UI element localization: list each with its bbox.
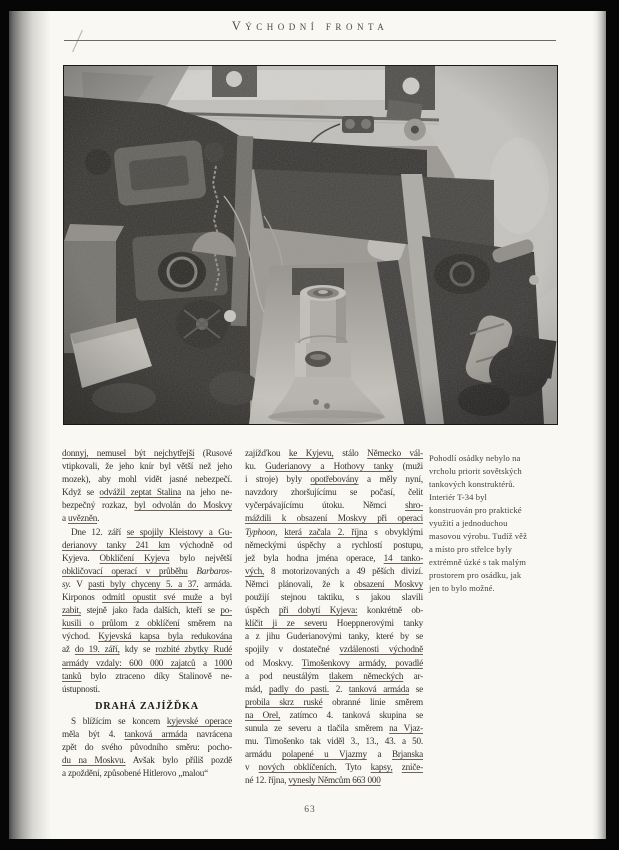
text-line: Pohodlí osádky nebylo na bbox=[429, 453, 521, 463]
text-line: klíčit ji ze severu Hoeppnerovými tanky bbox=[245, 618, 423, 629]
hand-underline: Obklíčení Kyjeva bbox=[99, 552, 170, 563]
italic-text: Barbaros- bbox=[196, 565, 232, 576]
hand-underline: donnyj, nemusel být nejchytřejší bbox=[62, 448, 195, 458]
text-line: úspěch při dobytí Kyjeva: konkrétně ob- bbox=[245, 605, 423, 616]
text-line: mu. Timošenko tak viděl 3., 13., 43. a 50. bbox=[245, 736, 423, 747]
text-line: armády vzdaly: 600 000 zajatců a 1000 bbox=[62, 657, 232, 668]
text-line: a pod neustálým tlakem německých ar- bbox=[245, 670, 423, 681]
hand-underline: odvážil zeptat Stalina bbox=[99, 487, 181, 498]
hand-underline: rozbité zbytky Rudé bbox=[155, 644, 232, 655]
text-line: Interiér T-34 byl bbox=[429, 492, 488, 502]
text-line: probila skrz ruské obranné linie směrem bbox=[245, 696, 423, 707]
page-edge-highlight bbox=[592, 11, 606, 839]
text-line: Dne 12. září se spojily Kleistovy a Gu- bbox=[71, 526, 232, 537]
hand-underline: armády vzdaly: 600 000 zajatců bbox=[62, 657, 196, 668]
section-heading: DRAHÁ ZAJÍŽĎKA bbox=[95, 700, 199, 712]
hand-underline: Timošenkovy armády, povadlé bbox=[301, 657, 423, 668]
hand-underline: opotřebovány bbox=[310, 474, 359, 485]
hand-underline: kapsy, bbox=[370, 762, 393, 773]
vignette bbox=[64, 66, 557, 424]
text-line: vých, 8 motorizovaných a 49 pěších divizí. bbox=[245, 565, 423, 576]
hand-underline: uvězněn bbox=[67, 513, 98, 524]
hand-underline: du na Moskvu. bbox=[62, 755, 126, 766]
hand-underline: máždili k obsazení Moskvy při operaci bbox=[245, 513, 423, 524]
text-line: na Orel, zatímco 4. tanková skupina se bbox=[245, 709, 423, 720]
hand-underline: na Orel, bbox=[245, 709, 281, 720]
text-line: Kirponos odmítl opustit své muže a byl bbox=[62, 592, 232, 603]
text-line: jen to bylo možné. bbox=[429, 583, 495, 593]
text-line: prostorem pro osádku, jak bbox=[429, 570, 522, 580]
text-column-1 bbox=[62, 447, 232, 780]
text-line: i stroje) byly opotřebovány a měly nyní, bbox=[245, 474, 423, 485]
hand-underline: Německo vál- bbox=[367, 448, 424, 458]
page-title: Východní fronta bbox=[231, 19, 389, 33]
hand-underline: zniče- bbox=[401, 762, 424, 773]
text-line: zajížďkou ke Kyjevu, stálo Německo vál- bbox=[245, 448, 424, 458]
hand-underline: pasti byly chyceny 5. a 37. bbox=[88, 578, 199, 589]
hand-underline: vynesly Němcům 663 000 bbox=[288, 775, 381, 786]
hand-underline: vzdálenosti východně bbox=[339, 644, 423, 655]
running-head bbox=[64, 19, 556, 34]
text-line: S blížícím se koncem kyjevské operace bbox=[71, 715, 232, 726]
text-line: navzdory zhoršujícímu se počasí, čelit bbox=[245, 487, 423, 498]
hand-underline: která začala 2. října bbox=[284, 526, 368, 537]
text-line: du na Moskvu. Avšak bylo příliš pozdě bbox=[62, 755, 232, 766]
text-line: tankových konstruktérů. bbox=[429, 479, 515, 489]
text-line: v nových obklíčeních. Tyto kapsy, zniče- bbox=[245, 762, 424, 773]
hand-underline: nových obklíčeních. bbox=[258, 762, 337, 773]
header-rule bbox=[64, 40, 556, 41]
photo-caption bbox=[429, 452, 575, 595]
text-line: a uvězněn. bbox=[62, 513, 100, 524]
hand-underline: probila skrz ruské bbox=[245, 696, 323, 707]
italic-text: Typhoon, bbox=[245, 526, 278, 537]
text-line: bezpečný rozkaz, byl odvolán do Moskvy bbox=[62, 500, 232, 511]
hand-underline: odmítl opustit své muže bbox=[102, 592, 202, 603]
book-page bbox=[9, 11, 606, 839]
text-line: a místo pro střelce byly bbox=[429, 544, 513, 554]
text-line: sy. V pasti byly chyceny 5. a 37. armáda. bbox=[62, 578, 232, 589]
hand-underline: obsazení Moskvy bbox=[353, 578, 424, 589]
text-line bbox=[245, 512, 423, 525]
text-line: ku. Guderianovy a Hothovy tanky (muži bbox=[245, 461, 424, 472]
text-line: konstruován pro praktické bbox=[429, 505, 522, 515]
hand-underline: obkličovací operací v průběhu bbox=[62, 565, 188, 576]
text-line: vyčerpávajícímu útoku. Němci shro- bbox=[245, 500, 423, 511]
hand-underline: vých, bbox=[245, 565, 265, 576]
hand-underline: se spojily Kleistovy a Gu- bbox=[126, 526, 232, 537]
text-line: a zpoždění, způsobené Hitlerovo „malou“ bbox=[62, 768, 209, 779]
hand-underline: derianovy tanky 241 km bbox=[62, 539, 170, 550]
hand-underline: zabit, bbox=[62, 605, 81, 616]
hand-underline: tanková armáda bbox=[348, 683, 410, 694]
hand-underline: tanková armáda bbox=[124, 728, 188, 739]
hand-underline: po- bbox=[220, 605, 232, 616]
text-column-2 bbox=[245, 447, 423, 787]
text-line: východ. Kyjevská kapsa byla redukována bbox=[62, 631, 232, 642]
text-line: tanků bylo ztraceno díky Stalinově ne- bbox=[62, 670, 232, 681]
hand-underline: padly do pasti. bbox=[269, 683, 330, 694]
text-line: od Moskvy. Timošenkovy armády, povadlé bbox=[245, 657, 423, 668]
text-line: mád, padly do pasti. 2. tanková armáda se bbox=[245, 683, 424, 694]
page-gutter-shadow bbox=[9, 11, 51, 839]
hand-underline: shro- bbox=[405, 500, 423, 511]
text-line bbox=[62, 565, 232, 578]
hand-underline: Kyjevská kapsa byla redukována bbox=[98, 631, 232, 642]
text-line: vtipkovali, že jeho knír byl větší než jeho bbox=[62, 461, 232, 472]
hand-underline: tanků bbox=[62, 670, 82, 681]
text-line: sunula ze severu a tlačila směrem na Vjaz- bbox=[245, 722, 423, 733]
hand-underline: 1000 bbox=[214, 657, 232, 668]
text-line: Když se odvážil zeptat Stalina na jeho ne- bbox=[62, 487, 232, 498]
text-line: vrcholu priorit sovětských bbox=[429, 466, 522, 476]
text-line: derianovy tanky 241 km východně od bbox=[62, 539, 232, 550]
text-line: donnyj, nemusel být nejchytřejší (Rusové bbox=[62, 448, 232, 458]
text-line: německými úspěchy a rychlostí postupu, bbox=[245, 539, 423, 550]
text-line: extrémně úzké s tak malým bbox=[429, 557, 526, 567]
text-line: měla být 4. tanková armáda navrácena bbox=[62, 728, 232, 739]
hand-underline: kusili o průlom z obklíčení bbox=[62, 618, 180, 629]
hand-underline: Guderianovy a Hothovy tanky bbox=[265, 461, 394, 472]
hand-underline: tlakem německých bbox=[329, 670, 404, 681]
hand-underline: do 19. září, bbox=[74, 644, 120, 655]
hand-underline: ke Kyjevu, bbox=[288, 448, 334, 458]
hand-underline: Brjanska bbox=[391, 749, 423, 760]
photo-tank-interior bbox=[64, 66, 557, 424]
text-line: kusili o průlom z obklíčení směrem na bbox=[62, 618, 232, 629]
hand-underline: 14 tanko- bbox=[383, 552, 423, 563]
text-line: zpět do svého původního směru: pocho- bbox=[62, 742, 232, 753]
hand-underline: na Vjaz- bbox=[389, 722, 423, 733]
text-line: Typhoon, která začala 2. října s obvyklými bbox=[245, 526, 423, 537]
text-line: a z jihu Guderianovými tanky, které by se bbox=[245, 631, 423, 642]
page-number: 63 bbox=[304, 805, 316, 815]
text-line: zabit, stejně jako řada dalších, kteří se po- bbox=[62, 605, 232, 616]
italic-text: sy. bbox=[62, 578, 71, 589]
hand-underline: klíčit ji ze severu bbox=[245, 618, 328, 629]
text-line: jež byla hodna jména operace, 14 tanko- bbox=[245, 552, 423, 563]
hand-underline: byl odvolán do Moskvy bbox=[134, 500, 232, 511]
text-line: spojily v dostatečné vzdálenosti východně bbox=[245, 644, 423, 655]
text-line: Kyjeva. Obklíčení Kyjeva bylo největší bbox=[62, 552, 232, 563]
text-line: až do 19. září, kdy se rozbité zbytky Rudé bbox=[62, 644, 232, 655]
text-line: Němci plánovali, že k obsazení Moskvy bbox=[245, 578, 424, 589]
hand-underline: polapené u Vjazmy bbox=[281, 749, 367, 760]
text-line: využití a jednoduchou bbox=[429, 518, 508, 528]
text-line: né 12. října, vynesly Němcům 663 000 bbox=[245, 775, 381, 786]
hand-underline: kyjevské operace bbox=[166, 715, 232, 726]
hand-underline: při dobytí Kyjeva: bbox=[278, 605, 358, 616]
text-line: armádu polapené u Vjazmy a Brjanska bbox=[245, 749, 423, 760]
text-line: použijí stejnou taktiku, s jakou slavili bbox=[245, 592, 423, 603]
text-line: mozek), aby mohl vidět jasné nebezpečí. bbox=[62, 474, 232, 485]
text-line: masovou výrobu. Tudíž věž bbox=[429, 531, 527, 541]
text-line: ústupnosti. bbox=[62, 683, 100, 694]
